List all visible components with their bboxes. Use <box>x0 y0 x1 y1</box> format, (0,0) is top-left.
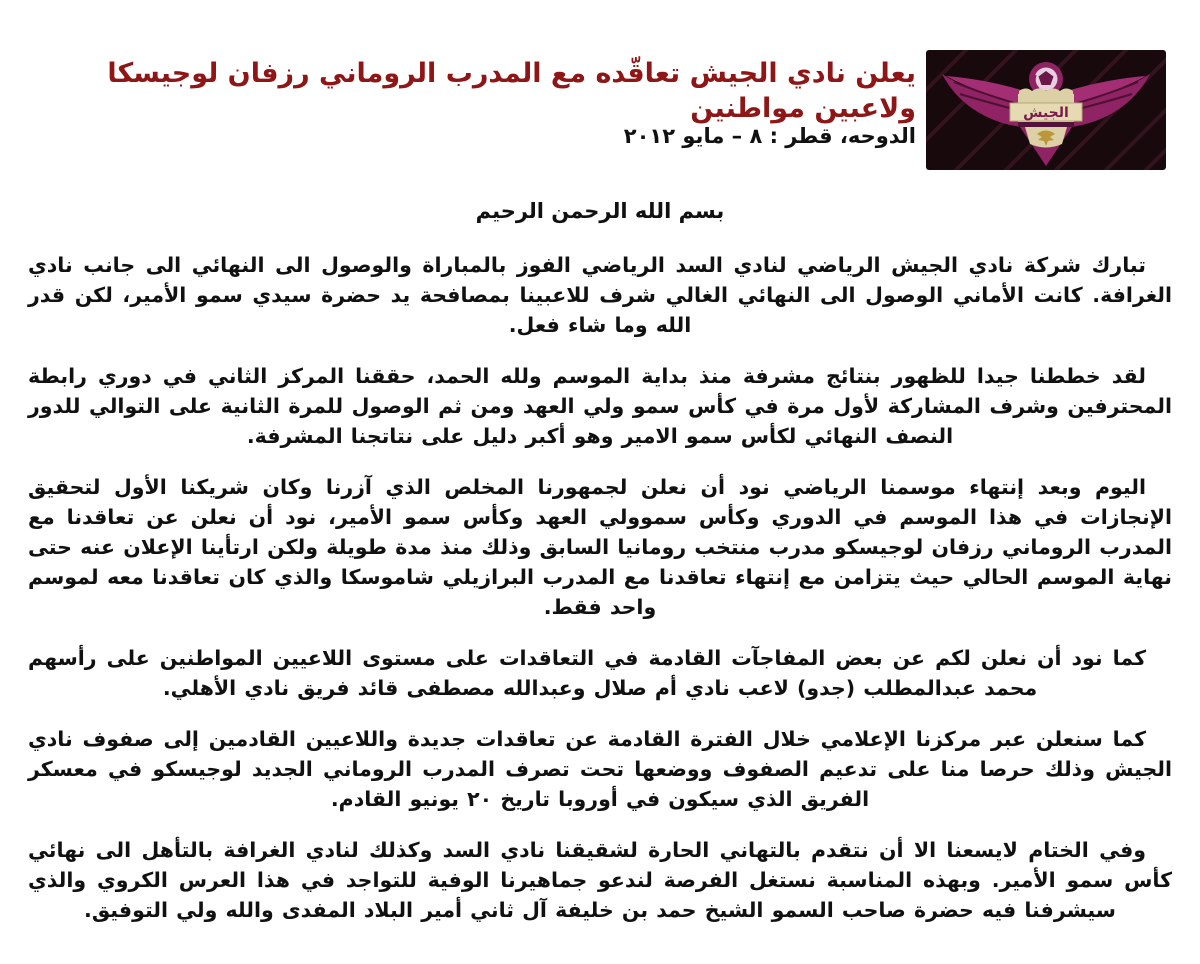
club-emblem-graphic <box>926 50 1166 170</box>
paragraph-upcoming-announcements: كما سنعلن عبر مركزنا الإعلامي خلال الفترة القادمة عن تعاقدات جديدة واللاعيين القادمين إلى صفوف نادي الجيش وذلك حرصا منا على تدعيم الصفوف ووضعها تحت تصرف المدرب الروماني الجديد لوجيسكو في معسكر الفريق الذي سيكون في أوروبا تاريخ ٢٠ يونيو القادم. <box>28 727 1172 811</box>
paragraph-closing: وفي الختام لايسعنا الا أن نتقدم بالتهاني الحارة لشقيقنا نادي السد وكذلك لنادي الغرافة بالتأهل الى نهائي كأس سمو الأمير. وبهذه المناسبة نستغل الفرصة لندعو جماهيرنا الوفية للتواجد في هذا العرس الكروي والذي سيشرفنا فيه حضرة صاحب السمو الشيخ حمد بن خليفة آل ثاني أمير البلاد المفدى والله ولي التوفيق. <box>28 838 1172 922</box>
al-jaish-club-logo-icon <box>926 50 1166 170</box>
dateline: الدوحه، قطر : ٨ – مايو ٢٠١٢ <box>623 124 916 148</box>
basmala: بسم الله الرحمن الرحيم <box>475 199 725 223</box>
page-title: يعلن نادي الجيش تعاقّده مع المدرب الروماني رزفان لوجيسكا ولاعبين مواطنين <box>107 58 916 125</box>
paragraph-season-results: لقد خططنا جيدا للظهور بنتائج مشرفة منذ بداية الموسم ولله الحمد، حققنا المركز الثاني في دوري رابطة المحترفين وشرف المشاركة لأول مرة في كأس سمو ولي العهد ومن ثم الوصول للمرة الثانية على التوالي للدور النصف النهائي لكأس سمو الامير وهو أكبر دليل على نتاتجنا المشرفة. <box>28 364 1172 448</box>
paragraph-player-signings: كما نود أن نعلن لكم عن بعض المفاجآت القادمة في التعاقدات على مستوى اللاعيين المواطنين على رأسهم محمد عبدالمطلب (جدو) لاعب نادي أم صلال وعبدالله مصطفى قائد فريق نادي الأهلي. <box>28 646 1146 700</box>
club-name-text: الجيش <box>1023 105 1069 121</box>
paragraph-coach-announcement: اليوم وبعد إنتهاء موسمنا الرياضي نود أن نعلن لجمهورنا المخلص الذي آزرنا وكان شريكنا الأول لتحقيق الإنجازات في هذا الموسم في الدوري وكأس سموولي العهد وكأس سمو الأمير، نود أن نعلن عن تعاقدنا مع المدرب الروماني رزفان لوجيسكو مدرب منتخب رومانيا السابق وذلك منذ مدة طويلة ولكن ارتأينا الإعلان عنه حتى نهاية الموسم الحالي حيث يتزامن مع إنتهاء تعاقدنا مع المدرب البرازيلي شاموسكا والذي كان تعاقدنا معه لموسم واحد فقط. <box>28 475 1172 619</box>
paragraph-congratulations: تبارك شركة نادي الجيش الرياضي لنادي السد الرياضي الفوز بالمباراة والوصول الى النهائي الى جانب نادي الغرافة. كانت الأماني الوصول الى النهائي الغالي شرف للاعبينا بمصافحة يد حضرة سيدي سمو الأمير، لكن قدر الله وما شاء فعل. <box>28 253 1172 337</box>
document-body <box>28 196 1172 946</box>
